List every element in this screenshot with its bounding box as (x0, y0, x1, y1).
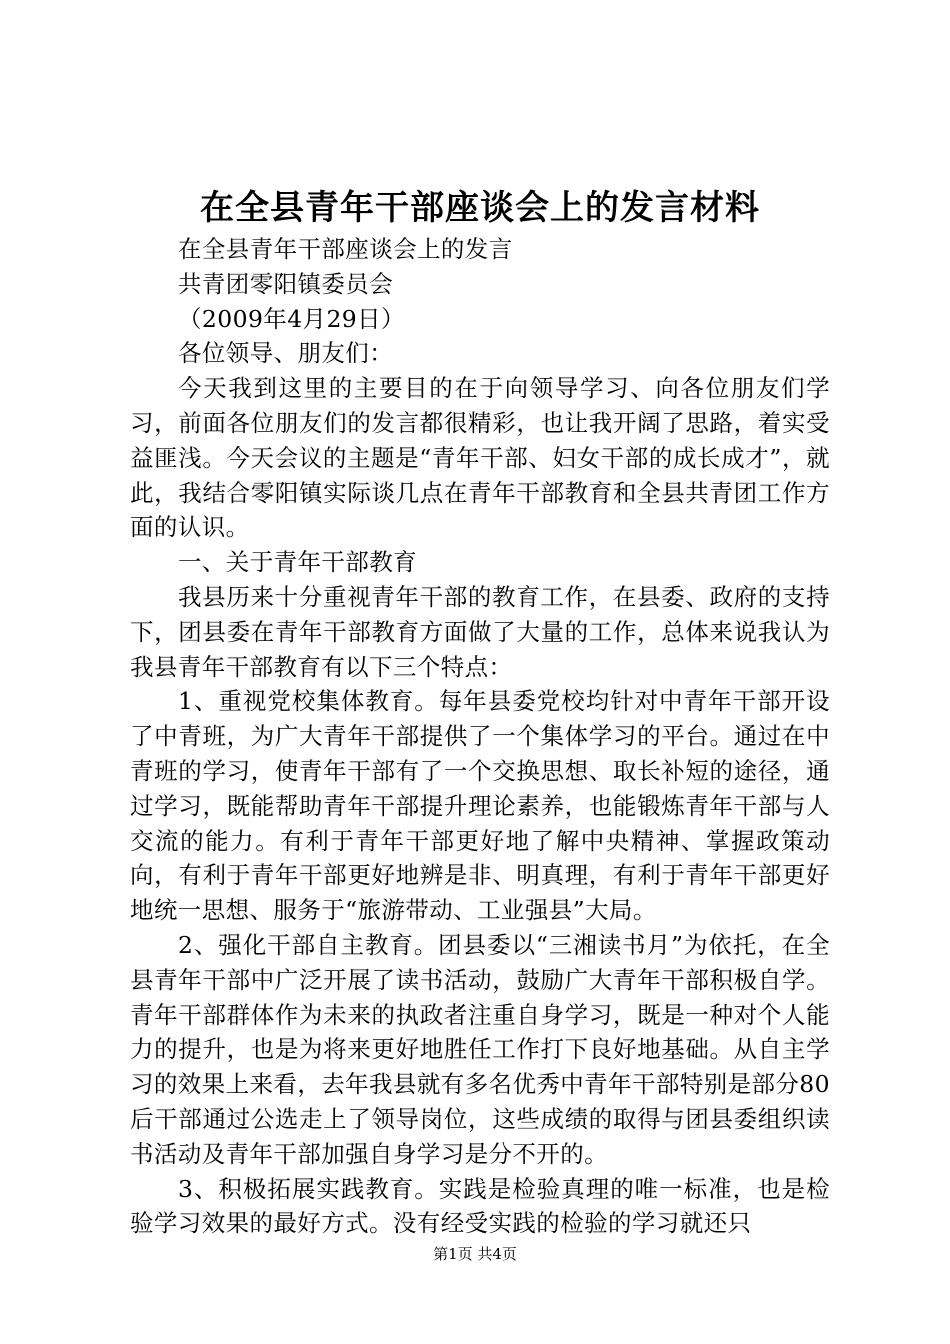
paragraph-point-2: 2、强化干部自主教育。团县委以“三湘读书月”为依托，在全县青年干部中广泛开展了读书活动，鼓励广大青年干部积极自学。青年干部群体作为未来的执政者注重自身学习，既是一种对个人能力的提升，也是为将来更好地胜任工作打下良好地基础。从自主学习的效果上来看，去年我县就有多名优秀中青年干部特别是部分80后干部通过公选走上了领导岗位，这些成绩的取得与团县委组织读书活动及青年干部加强自身学习是分不开的。 (130, 930, 830, 1168)
paragraph-intro: 今天我到这里的主要目的在于向领导学习、向各位朋友们学习，前面各位朋友们的发言都很精彩，也让我开阔了思路，着实受益匪浅。今天会议的主题是“青年干部、妇女干部的成长成才”，就此，我结合零阳镇实际谈几点在青年干部教育和全县共青团工作方面的认识。 (130, 374, 830, 542)
document-body (130, 232, 830, 1241)
page-footer: 第1页 共4页 (433, 1245, 517, 1263)
paragraph-point-1: 1、重视党校集体教育。每年县委党校均针对中青年干部开设了中青班，为广大青年干部提供了一个集体学习的平台。通过在中青班的学习，使青年干部有了一个交换思想、取长补短的途径，通过学习，既能帮助青年干部提升理论素养，也能锻炼青年干部与人交流的能力。有利于青年干部更好地了解中央精神、掌握政策动向，有利于青年干部更好地辨是非、明真理，有利于青年干部更好地统一思想、服务于“旅游带动、工业强县”大局。 (130, 687, 830, 925)
speech-subtitle: 在全县青年干部座谈会上的发言 (178, 235, 513, 263)
paragraph-point-3: 3、积极拓展实践教育。实践是检验真理的唯一标准，也是检验学习效果的最好方式。没有经受实践的检验的学习就还只 (130, 1174, 830, 1238)
salutation: 各位领导、朋友们： (178, 339, 394, 368)
speaker-organization: 共青团零阳镇委员会 (178, 269, 394, 298)
document-title: 在全县青年干部座谈会上的发言材料 (200, 188, 760, 228)
speech-date: （2009年4月29日） (178, 304, 405, 333)
paragraph-overview: 我县历来十分重视青年干部的教育工作，在县委、政府的支持下，团县委在青年干部教育方面做了大量的工作，总体来说我认为我县青年干部教育有以下三个特点： (130, 582, 830, 681)
section-heading: 一、关于青年干部教育 (178, 548, 417, 577)
